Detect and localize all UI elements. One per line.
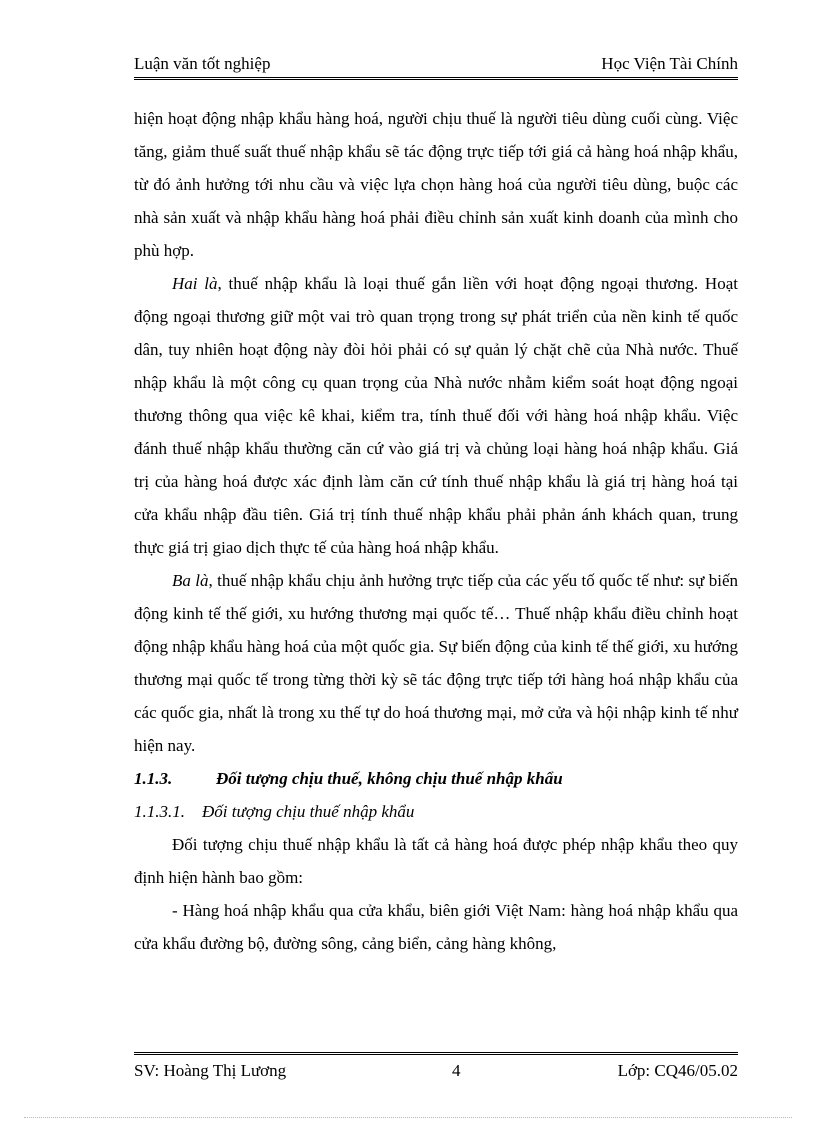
page-number: 4 [452,1061,461,1080]
page-edge-divider [24,1117,792,1118]
paragraph: Đối tượng chịu thuế nhập khẩu là tất cả hàng hoá được phép nhập khẩu theo quy định hiện hành bao gồm: [134,835,738,887]
document-body [134,102,738,960]
paragraph: hiện hoạt động nhập khẩu hàng hoá, người chịu thuế là người tiêu dùng cuối cùng. Việc tăng, giảm thuế suất thuế nhập khẩu sẽ tác động trực tiếp tới giá cả hàng hoá nhập khẩu, từ đó ảnh hưởng tới nhu cầu và việc lựa chọn hàng hoá của người tiêu dùng, buộc các nhà sản xuất và nhập khẩu hàng hoá phải điều chỉnh sản xuất kinh doanh của mình cho phù hợp. [134,109,738,260]
paragraph: - Hàng hoá nhập khẩu qua cửa khẩu, biên giới Việt Nam: hàng hoá nhập khẩu qua cửa khẩu đường bộ, đường sông, cảng biển, cảng hàng không, [134,901,738,953]
paragraph-text: , thuế nhập khẩu là loại thuế gắn liền với hoạt động ngoại thương. Hoạt động ngoại thương giữ một vai trò quan trọng trong sự phát triển của nền kinh tế quốc dân, tuy nhiên hoạt động này đòi hỏi phải có sự quản lý chặt chẽ của Nhà nước. Thuế nhập khẩu là một công cụ quan trọng của Nhà nước nhằm kiểm soát hoạt động ngoại thương thông qua việc kê khai, kiểm tra, tính thuế đối với hàng hoá nhập khẩu. Việc đánh thuế nhập khẩu thường căn cứ vào giá trị và chủng loại hàng hoá nhập khẩu. Giá trị của hàng hoá được xác định làm căn cứ tính thuế nhập khẩu là giá trị hàng hoá tại cửa khẩu nhập đầu tiên. Giá trị tính thuế nhập khẩu phải phản ánh khách quan, trung thực giá trị giao dịch thực tế của hàng hoá nhập khẩu. [134,274,738,557]
subsection-number: 1.1.3.1. [134,802,185,821]
section-number: 1.1.3. [134,769,173,788]
footer-student: SV: Hoàng Thị Lương [134,1061,287,1080]
section-heading [134,762,738,795]
section-title: Đối tượng chịu thuế, không chịu thuế nhập khẩu [216,769,563,788]
page-footer [134,1052,738,1081]
header-thesis-label: Luận văn tốt nghiệp [134,54,271,73]
subsection-heading [134,795,738,828]
paragraph [134,267,738,564]
paragraph-lead: Ba là [172,571,209,590]
paragraph [134,564,738,762]
page-header [134,54,738,80]
header-institution: Học Viện Tài Chính [601,54,738,73]
subsection-title: Đối tượng chịu thuế nhập khẩu [202,802,415,821]
paragraph-lead: Hai là [172,274,218,293]
paragraph-text: , thuế nhập khẩu chịu ảnh hưởng trực tiếp của các yếu tố quốc tế như: sự biến động kinh tế thế giới, xu hướng thương mại quốc tế… Thuế nhập khẩu điều chỉnh hoạt động nhập khẩu hàng hoá của một quốc gia. Sự biến động của kinh tế thế giới, xu hướng thương mại quốc tế trong từng thời kỳ sẽ tác động trực tiếp tới hàng hoá nhập khẩu của các quốc gia, nhất là trong xu thế tự do hoá thương mại, mở cửa và hội nhập kinh tế như hiện nay. [134,571,738,755]
footer-class: Lớp: CQ46/05.02 [617,1061,738,1080]
